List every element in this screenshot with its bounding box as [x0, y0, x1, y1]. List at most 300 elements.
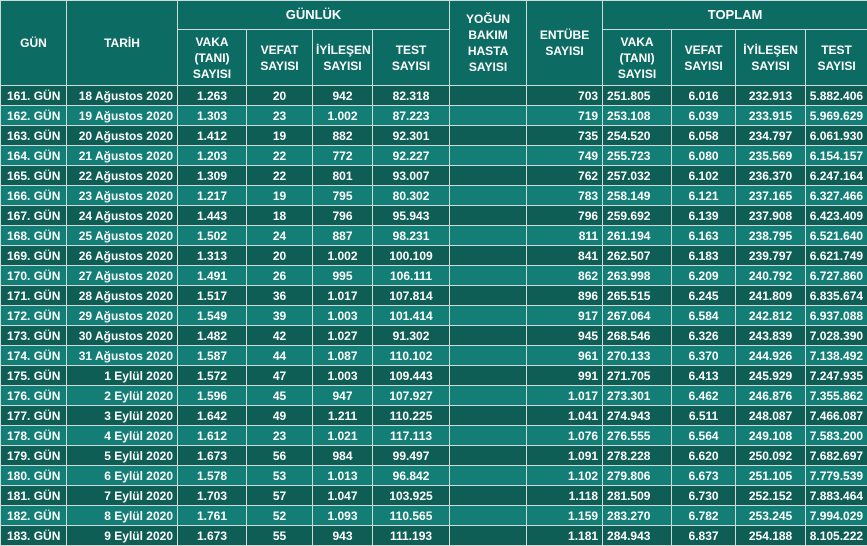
- cell-tarih: 3 Eylül 2020: [67, 406, 178, 426]
- cell-tarih: 25 Ağustos 2020: [67, 226, 178, 246]
- cell-daily-vaka: 1.303: [178, 106, 247, 126]
- cell-total-vaka: 251.805: [603, 86, 672, 106]
- cell-gun: 173. GÜN: [1, 326, 67, 346]
- cell-total-test: 7.247.935: [806, 366, 867, 386]
- cell-total-vefat: 6.121: [672, 186, 736, 206]
- cell-total-test: 6.061.930: [806, 126, 867, 146]
- cell-gun: 179. GÜN: [1, 446, 67, 466]
- cell-gun: 177. GÜN: [1, 406, 67, 426]
- header-total-vefat: VEFAT SAYISI: [672, 30, 736, 86]
- cell-total-iyilesen: 248.087: [736, 406, 806, 426]
- cell-daily-iyilesen: 1.002: [313, 106, 373, 126]
- cell-gun: 183. GÜN: [1, 526, 67, 546]
- header-daily-iyilesen: İYİLEŞEN SAYISI: [313, 30, 373, 86]
- cell-total-iyilesen: 232.913: [736, 86, 806, 106]
- cell-yogun-bakim: [450, 126, 527, 146]
- cell-yogun-bakim: [450, 426, 527, 446]
- cell-daily-vaka: 1.572: [178, 366, 247, 386]
- cell-total-vefat: 6.584: [672, 306, 736, 326]
- cell-tarih: 8 Eylül 2020: [67, 506, 178, 526]
- cell-tarih: 5 Eylül 2020: [67, 446, 178, 466]
- table-row: [1, 526, 867, 546]
- cell-daily-vefat: 20: [247, 246, 313, 266]
- cell-gun: 161. GÜN: [1, 86, 67, 106]
- cell-total-vefat: 6.370: [672, 346, 736, 366]
- cell-daily-vaka: 1.673: [178, 526, 247, 546]
- cell-total-test: 6.835.674: [806, 286, 867, 306]
- header-daily-vaka: VAKA (TANI) SAYISI: [178, 30, 247, 86]
- cell-gun: 176. GÜN: [1, 386, 67, 406]
- cell-total-test: 7.355.862: [806, 386, 867, 406]
- table-body: [1, 86, 867, 546]
- cell-daily-vefat: 36: [247, 286, 313, 306]
- cell-daily-test: 95.943: [373, 206, 450, 226]
- cell-daily-iyilesen: 1.087: [313, 346, 373, 366]
- cell-daily-vefat: 19: [247, 186, 313, 206]
- cell-daily-iyilesen: 947: [313, 386, 373, 406]
- cell-entube: 762: [527, 166, 603, 186]
- cell-total-vaka: 267.064: [603, 306, 672, 326]
- cell-daily-test: 82.318: [373, 86, 450, 106]
- cell-tarih: 9 Eylül 2020: [67, 526, 178, 546]
- cell-daily-vaka: 1.517: [178, 286, 247, 306]
- header-yogun-bakim: YOĞUN BAKIM HASTA SAYISI: [450, 1, 527, 86]
- cell-daily-test: 103.925: [373, 486, 450, 506]
- cell-entube: 896: [527, 286, 603, 306]
- cell-total-vaka: 261.194: [603, 226, 672, 246]
- cell-total-vefat: 6.058: [672, 126, 736, 146]
- cell-daily-vaka: 1.578: [178, 466, 247, 486]
- cell-tarih: 7 Eylül 2020: [67, 486, 178, 506]
- cell-entube: 841: [527, 246, 603, 266]
- cell-daily-test: 109.443: [373, 366, 450, 386]
- cell-total-test: 6.154.157: [806, 146, 867, 166]
- cell-daily-vaka: 1.612: [178, 426, 247, 446]
- cell-total-vefat: 6.837: [672, 526, 736, 546]
- cell-total-vefat: 6.511: [672, 406, 736, 426]
- header-tarih: TARİH: [67, 1, 178, 86]
- cell-daily-vaka: 1.263: [178, 86, 247, 106]
- cell-entube: 783: [527, 186, 603, 206]
- cell-gun: 181. GÜN: [1, 486, 67, 506]
- cell-total-test: 5.882.406: [806, 86, 867, 106]
- cell-daily-test: 91.302: [373, 326, 450, 346]
- table-row: [1, 346, 867, 366]
- cell-tarih: 30 Ağustos 2020: [67, 326, 178, 346]
- cell-daily-vaka: 1.703: [178, 486, 247, 506]
- cell-entube: 917: [527, 306, 603, 326]
- cell-total-vaka: 263.998: [603, 266, 672, 286]
- table-row: [1, 146, 867, 166]
- cell-daily-iyilesen: 943: [313, 526, 373, 546]
- header-total-vaka: VAKA (TANI) SAYISI: [603, 30, 672, 86]
- cell-total-test: 6.937.088: [806, 306, 867, 326]
- cell-daily-vefat: 23: [247, 426, 313, 446]
- cell-total-test: 6.423.409: [806, 206, 867, 226]
- cell-total-iyilesen: 246.876: [736, 386, 806, 406]
- cell-daily-vefat: 19: [247, 126, 313, 146]
- cell-daily-iyilesen: 1.013: [313, 466, 373, 486]
- cell-daily-iyilesen: 995: [313, 266, 373, 286]
- cell-total-vaka: 258.149: [603, 186, 672, 206]
- table-row: [1, 286, 867, 306]
- cell-daily-vefat: 20: [247, 86, 313, 106]
- cell-total-iyilesen: 237.908: [736, 206, 806, 226]
- cell-yogun-bakim: [450, 326, 527, 346]
- cell-total-iyilesen: 242.812: [736, 306, 806, 326]
- cell-total-iyilesen: 235.569: [736, 146, 806, 166]
- cell-yogun-bakim: [450, 386, 527, 406]
- table-row: [1, 226, 867, 246]
- cell-daily-test: 110.225: [373, 406, 450, 426]
- cell-daily-test: 117.113: [373, 426, 450, 446]
- cell-yogun-bakim: [450, 486, 527, 506]
- header-entube: ENTÜBE SAYISI: [527, 1, 603, 86]
- cell-entube: 703: [527, 86, 603, 106]
- cell-total-iyilesen: 238.795: [736, 226, 806, 246]
- cell-total-vaka: 276.555: [603, 426, 672, 446]
- cell-daily-iyilesen: 984: [313, 446, 373, 466]
- cell-daily-iyilesen: 796: [313, 206, 373, 226]
- cell-daily-vaka: 1.761: [178, 506, 247, 526]
- cell-total-iyilesen: 253.245: [736, 506, 806, 526]
- cell-total-vefat: 6.016: [672, 86, 736, 106]
- table-row: [1, 366, 867, 386]
- table-row: [1, 206, 867, 226]
- cell-total-vaka: 273.301: [603, 386, 672, 406]
- cell-total-iyilesen: 239.797: [736, 246, 806, 266]
- cell-yogun-bakim: [450, 406, 527, 426]
- cell-daily-vefat: 56: [247, 446, 313, 466]
- header-daily-vefat: VEFAT SAYISI: [247, 30, 313, 86]
- cell-yogun-bakim: [450, 206, 527, 226]
- cell-daily-vefat: 26: [247, 266, 313, 286]
- cell-tarih: 27 Ağustos 2020: [67, 266, 178, 286]
- table-row: [1, 266, 867, 286]
- cell-daily-iyilesen: 1.211: [313, 406, 373, 426]
- cell-total-vaka: 262.507: [603, 246, 672, 266]
- cell-tarih: 31 Ağustos 2020: [67, 346, 178, 366]
- header-toplam: TOPLAM: [603, 1, 867, 30]
- cell-tarih: 19 Ağustos 2020: [67, 106, 178, 126]
- cell-gun: 171. GÜN: [1, 286, 67, 306]
- cell-total-iyilesen: 233.915: [736, 106, 806, 126]
- cell-total-vaka: 257.032: [603, 166, 672, 186]
- cell-total-vaka: 274.943: [603, 406, 672, 426]
- cell-daily-iyilesen: 795: [313, 186, 373, 206]
- cell-total-iyilesen: 244.926: [736, 346, 806, 366]
- cell-total-test: 7.028.390: [806, 326, 867, 346]
- table-row: [1, 186, 867, 206]
- cell-yogun-bakim: [450, 366, 527, 386]
- cell-yogun-bakim: [450, 306, 527, 326]
- cell-entube: 945: [527, 326, 603, 346]
- cell-entube: 1.076: [527, 426, 603, 446]
- cell-daily-test: 106.111: [373, 266, 450, 286]
- cell-daily-iyilesen: 1.017: [313, 286, 373, 306]
- table-row: [1, 386, 867, 406]
- cell-daily-test: 111.193: [373, 526, 450, 546]
- cell-tarih: 21 Ağustos 2020: [67, 146, 178, 166]
- cell-total-iyilesen: 252.152: [736, 486, 806, 506]
- cell-daily-iyilesen: 801: [313, 166, 373, 186]
- cell-total-vaka: 278.228: [603, 446, 672, 466]
- cell-daily-test: 87.223: [373, 106, 450, 126]
- cell-daily-vaka: 1.596: [178, 386, 247, 406]
- cell-entube: 862: [527, 266, 603, 286]
- cell-tarih: 18 Ağustos 2020: [67, 86, 178, 106]
- table-row: [1, 106, 867, 126]
- table-row: [1, 466, 867, 486]
- cell-daily-test: 80.302: [373, 186, 450, 206]
- cell-entube: 749: [527, 146, 603, 166]
- cell-daily-vaka: 1.412: [178, 126, 247, 146]
- cell-daily-vefat: 23: [247, 106, 313, 126]
- table-row: [1, 246, 867, 266]
- cell-daily-iyilesen: 1.047: [313, 486, 373, 506]
- cell-total-vaka: 271.705: [603, 366, 672, 386]
- cell-daily-iyilesen: 1.002: [313, 246, 373, 266]
- cell-total-test: 7.682.697: [806, 446, 867, 466]
- cell-entube: 811: [527, 226, 603, 246]
- cell-daily-vaka: 1.642: [178, 406, 247, 426]
- cell-total-test: 6.327.466: [806, 186, 867, 206]
- cell-tarih: 4 Eylül 2020: [67, 426, 178, 446]
- cell-total-vefat: 6.730: [672, 486, 736, 506]
- cell-entube: 1.017: [527, 386, 603, 406]
- cell-gun: 174. GÜN: [1, 346, 67, 366]
- cell-total-vaka: 268.546: [603, 326, 672, 346]
- cell-daily-vaka: 1.203: [178, 146, 247, 166]
- cell-entube: 1.118: [527, 486, 603, 506]
- cell-entube: 1.159: [527, 506, 603, 526]
- cell-yogun-bakim: [450, 146, 527, 166]
- cell-daily-vefat: 24: [247, 226, 313, 246]
- cell-daily-iyilesen: 1.021: [313, 426, 373, 446]
- cell-entube: 1.181: [527, 526, 603, 546]
- cell-total-vefat: 6.039: [672, 106, 736, 126]
- cell-entube: 991: [527, 366, 603, 386]
- cell-daily-vaka: 1.217: [178, 186, 247, 206]
- cell-daily-vefat: 47: [247, 366, 313, 386]
- cell-gun: 169. GÜN: [1, 246, 67, 266]
- cell-total-vefat: 6.564: [672, 426, 736, 446]
- cell-total-vaka: 254.520: [603, 126, 672, 146]
- cell-tarih: 29 Ağustos 2020: [67, 306, 178, 326]
- cell-gun: 162. GÜN: [1, 106, 67, 126]
- cell-total-vefat: 6.413: [672, 366, 736, 386]
- cell-daily-test: 99.497: [373, 446, 450, 466]
- cell-total-vefat: 6.163: [672, 226, 736, 246]
- cell-entube: 719: [527, 106, 603, 126]
- cell-daily-vaka: 1.443: [178, 206, 247, 226]
- cell-gun: 166. GÜN: [1, 186, 67, 206]
- cell-total-vaka: 281.509: [603, 486, 672, 506]
- cell-daily-vefat: 39: [247, 306, 313, 326]
- cell-yogun-bakim: [450, 86, 527, 106]
- cell-gun: 163. GÜN: [1, 126, 67, 146]
- cell-total-vefat: 6.673: [672, 466, 736, 486]
- table-row: [1, 86, 867, 106]
- cell-total-test: 6.247.164: [806, 166, 867, 186]
- cell-total-test: 7.138.492: [806, 346, 867, 366]
- cell-tarih: 2 Eylül 2020: [67, 386, 178, 406]
- cell-total-vefat: 6.209: [672, 266, 736, 286]
- cell-daily-vefat: 57: [247, 486, 313, 506]
- cell-daily-test: 93.007: [373, 166, 450, 186]
- cell-total-vefat: 6.245: [672, 286, 736, 306]
- cell-total-vefat: 6.183: [672, 246, 736, 266]
- cell-entube: 735: [527, 126, 603, 146]
- cell-total-vefat: 6.326: [672, 326, 736, 346]
- cell-total-iyilesen: 240.792: [736, 266, 806, 286]
- table-row: [1, 126, 867, 146]
- table-row: [1, 486, 867, 506]
- cell-yogun-bakim: [450, 446, 527, 466]
- cell-yogun-bakim: [450, 246, 527, 266]
- cell-daily-test: 110.565: [373, 506, 450, 526]
- cell-daily-iyilesen: 887: [313, 226, 373, 246]
- cell-total-iyilesen: 251.105: [736, 466, 806, 486]
- cell-daily-vefat: 49: [247, 406, 313, 426]
- header-gun: GÜN: [1, 1, 67, 86]
- cell-gun: 175. GÜN: [1, 366, 67, 386]
- header-gunluk: GÜNLÜK: [178, 1, 450, 30]
- cell-total-vefat: 6.620: [672, 446, 736, 466]
- cell-gun: 172. GÜN: [1, 306, 67, 326]
- cell-total-vaka: 265.515: [603, 286, 672, 306]
- cell-yogun-bakim: [450, 466, 527, 486]
- cell-daily-iyilesen: 882: [313, 126, 373, 146]
- cell-tarih: 22 Ağustos 2020: [67, 166, 178, 186]
- table-row: [1, 446, 867, 466]
- cell-daily-test: 96.842: [373, 466, 450, 486]
- table-row: [1, 406, 867, 426]
- cell-daily-vefat: 55: [247, 526, 313, 546]
- cell-total-test: 5.969.629: [806, 106, 867, 126]
- cell-daily-test: 107.814: [373, 286, 450, 306]
- cell-total-vefat: 6.782: [672, 506, 736, 526]
- cell-total-vefat: 6.462: [672, 386, 736, 406]
- cell-yogun-bakim: [450, 226, 527, 246]
- cell-gun: 180. GÜN: [1, 466, 67, 486]
- cell-daily-vefat: 45: [247, 386, 313, 406]
- cell-total-test: 6.621.749: [806, 246, 867, 266]
- cell-total-vefat: 6.102: [672, 166, 736, 186]
- cell-tarih: 20 Ağustos 2020: [67, 126, 178, 146]
- cell-daily-test: 107.927: [373, 386, 450, 406]
- cell-yogun-bakim: [450, 186, 527, 206]
- cell-daily-vaka: 1.482: [178, 326, 247, 346]
- cell-daily-test: 100.109: [373, 246, 450, 266]
- cell-daily-iyilesen: 1.003: [313, 366, 373, 386]
- cell-total-iyilesen: 234.797: [736, 126, 806, 146]
- cell-total-test: 7.583.200: [806, 426, 867, 446]
- table-row: [1, 426, 867, 446]
- cell-gun: 164. GÜN: [1, 146, 67, 166]
- cell-yogun-bakim: [450, 286, 527, 306]
- cell-gun: 178. GÜN: [1, 426, 67, 446]
- cell-tarih: 1 Eylül 2020: [67, 366, 178, 386]
- cell-daily-vefat: 22: [247, 166, 313, 186]
- cell-total-iyilesen: 237.165: [736, 186, 806, 206]
- cell-entube: 1.091: [527, 446, 603, 466]
- cell-tarih: 26 Ağustos 2020: [67, 246, 178, 266]
- header-daily-test: TEST SAYISI: [373, 30, 450, 86]
- cell-tarih: 24 Ağustos 2020: [67, 206, 178, 226]
- cell-daily-vefat: 44: [247, 346, 313, 366]
- cell-yogun-bakim: [450, 166, 527, 186]
- cell-gun: 170. GÜN: [1, 266, 67, 286]
- cell-total-test: 7.994.029: [806, 506, 867, 526]
- cell-entube: 961: [527, 346, 603, 366]
- cell-total-iyilesen: 241.809: [736, 286, 806, 306]
- cell-tarih: 23 Ağustos 2020: [67, 186, 178, 206]
- cell-total-vaka: 253.108: [603, 106, 672, 126]
- cell-daily-test: 110.102: [373, 346, 450, 366]
- cell-daily-test: 101.414: [373, 306, 450, 326]
- cell-tarih: 28 Ağustos 2020: [67, 286, 178, 306]
- cell-daily-vefat: 18: [247, 206, 313, 226]
- cell-daily-iyilesen: 1.093: [313, 506, 373, 526]
- cell-daily-vefat: 53: [247, 466, 313, 486]
- cell-daily-iyilesen: 1.003: [313, 306, 373, 326]
- cell-gun: 167. GÜN: [1, 206, 67, 226]
- cell-daily-vefat: 42: [247, 326, 313, 346]
- cell-total-test: 6.521.640: [806, 226, 867, 246]
- cell-daily-test: 98.231: [373, 226, 450, 246]
- cell-daily-vaka: 1.313: [178, 246, 247, 266]
- cell-total-test: 7.779.539: [806, 466, 867, 486]
- cell-daily-test: 92.227: [373, 146, 450, 166]
- cell-total-vaka: 284.943: [603, 526, 672, 546]
- cell-daily-vefat: 22: [247, 146, 313, 166]
- header-total-test: TEST SAYISI: [806, 30, 867, 86]
- cell-daily-iyilesen: 772: [313, 146, 373, 166]
- cell-total-iyilesen: 243.839: [736, 326, 806, 346]
- cell-gun: 182. GÜN: [1, 506, 67, 526]
- cell-daily-vaka: 1.549: [178, 306, 247, 326]
- cell-yogun-bakim: [450, 526, 527, 546]
- cell-yogun-bakim: [450, 346, 527, 366]
- cell-total-test: 6.727.860: [806, 266, 867, 286]
- cell-yogun-bakim: [450, 266, 527, 286]
- cell-total-iyilesen: 249.108: [736, 426, 806, 446]
- cell-daily-iyilesen: 1.027: [313, 326, 373, 346]
- cell-daily-vaka: 1.587: [178, 346, 247, 366]
- table-row: [1, 306, 867, 326]
- table-row: [1, 326, 867, 346]
- cell-total-vaka: 279.806: [603, 466, 672, 486]
- table-row: [1, 506, 867, 526]
- cell-daily-vaka: 1.491: [178, 266, 247, 286]
- header-total-iyilesen: İYİLEŞEN SAYISI: [736, 30, 806, 86]
- cell-total-iyilesen: 254.188: [736, 526, 806, 546]
- cell-gun: 165. GÜN: [1, 166, 67, 186]
- cell-total-vaka: 259.692: [603, 206, 672, 226]
- cell-total-iyilesen: 245.929: [736, 366, 806, 386]
- table-row: [1, 166, 867, 186]
- cell-tarih: 6 Eylül 2020: [67, 466, 178, 486]
- cell-daily-vaka: 1.309: [178, 166, 247, 186]
- cell-entube: 796: [527, 206, 603, 226]
- cell-total-vaka: 283.270: [603, 506, 672, 526]
- cell-entube: 1.041: [527, 406, 603, 426]
- cell-total-iyilesen: 250.092: [736, 446, 806, 466]
- cell-total-test: 7.883.464: [806, 486, 867, 506]
- cell-gun: 168. GÜN: [1, 226, 67, 246]
- cell-total-test: 7.466.087: [806, 406, 867, 426]
